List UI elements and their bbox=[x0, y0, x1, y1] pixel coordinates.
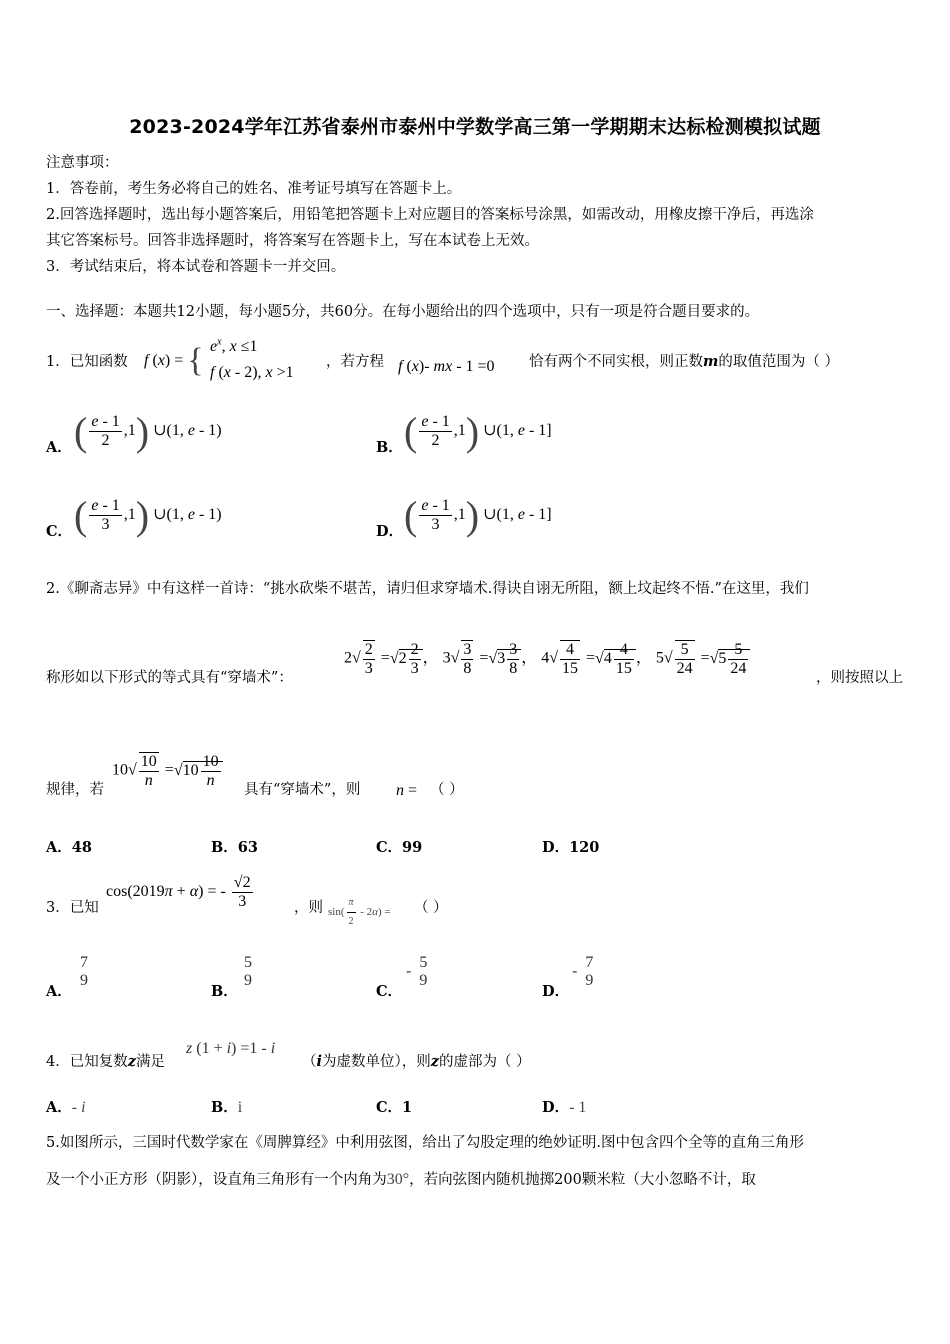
q2-examples: 2√ $\frac{2}{3}$ =√2 $\frac{2}{3}$ ， 3√ $\frac{3}{8}$ =√3 $\frac{3}{8}$ ， 4√ $\frac{4}{15}$ =√4 $\frac{4}{15}$ ， 5√ $\frac{5}{24}$ =√5 $\frac{5}{24}$ bbox=[344, 640, 750, 678]
q4-option-a[interactable]: A．- i bbox=[46, 1099, 86, 1116]
notice-item: 1．答卷前，考生务必将自己的姓名、准考证号填写在答题卡上。 bbox=[46, 181, 462, 197]
q2-line3-prefix: 规律，若 bbox=[46, 782, 104, 798]
q1-mid: ，若方程 bbox=[326, 354, 384, 370]
q3-mid: ，则 bbox=[294, 900, 323, 916]
notice-heading: 注意事项： bbox=[46, 155, 119, 171]
q3-option-d-label[interactable]: D． bbox=[542, 983, 570, 1000]
q4-equation: z (1 + i) =1 - i bbox=[186, 1040, 276, 1057]
q2-line3-suffix: （ ） bbox=[430, 782, 464, 798]
section-heading: 一、选择题：本题共12小题，每小题5分，共60分。在每小题给出的四个选项中，只有一项是符合题目要求的。 bbox=[46, 304, 760, 320]
q2-condition: 10√ $\frac{10}{n}$ =√10 $\frac{10}{n}$ bbox=[112, 752, 223, 790]
question-4 bbox=[46, 1038, 916, 1072]
q5-line2: 及一个小正方形（阴影），设直角三角形有一个内角为30°，若向弦图内随机抛掷200颗米粒（大小忽略不计，取 bbox=[46, 1171, 756, 1188]
q3-expression: sin( $\frac{\pi}{2}$ - 2α) = bbox=[328, 894, 391, 931]
q1-option-c-math: ( $\frac{e - 1}{3}$ ,1) ∪(1, e - 1) bbox=[74, 493, 222, 538]
q1-equation: f (x)- mx - 1 =0 bbox=[398, 358, 495, 375]
q1-option-d-math: ( $\frac{e - 1}{3}$ ,1) ∪(1, e - 1] bbox=[404, 493, 552, 538]
q3-option-c-value: - 5 9 bbox=[406, 954, 428, 989]
q2-option-d[interactable]: D．120 bbox=[542, 839, 600, 856]
q1-option-a-math: ( $\frac{e - 1}{2}$ ,1) ∪(1, e - 1) bbox=[74, 409, 222, 454]
q3-given: cos(2019π + α) = - $\frac{√2}{3}$ bbox=[106, 874, 251, 910]
q2-line3 bbox=[46, 752, 916, 808]
notice-item: 3．考试结束后，将本试卷和答题卡一并交回。 bbox=[46, 259, 346, 275]
question-3 bbox=[46, 870, 916, 926]
q2-option-c[interactable]: C．99 bbox=[376, 839, 423, 856]
q2-line3-mid: 具有“穿墙术”，则 bbox=[244, 782, 361, 798]
q3-option-b-label[interactable]: B． bbox=[211, 983, 238, 1000]
q1-option-b-math: ( $\frac{e - 1}{2}$ ,1) ∪(1, e - 1] bbox=[404, 409, 552, 454]
q1-piecewise: $e^x$, x ≤1 f (x - 2), x >1 bbox=[210, 337, 294, 382]
q3-option-c-label[interactable]: C． bbox=[376, 983, 403, 1000]
q3-prefix: 3．已知 bbox=[46, 900, 99, 916]
q1-suffix: 恰有两个不同实根，则正数m的取值范围为（ ） bbox=[529, 353, 839, 370]
q2-n-equals: n = bbox=[396, 782, 418, 799]
q3-option-a-value: 7 9 bbox=[80, 954, 88, 989]
q2-options bbox=[46, 836, 906, 858]
q2-option-a[interactable]: A．48 bbox=[46, 839, 92, 856]
q1-prefix: 1．已知函数 bbox=[46, 354, 128, 370]
q4-option-d[interactable]: D．- 1 bbox=[542, 1099, 587, 1116]
q4-option-b[interactable]: B．i bbox=[211, 1099, 243, 1116]
q2-line1: 2.《聊斋志异》中有这样一首诗：“挑水砍柴不堪苦，请归但求穿墙术.得诀自诩无所阻，额上坟起终不悟.”在这里，我们 bbox=[46, 581, 809, 597]
q3-options bbox=[46, 952, 906, 1004]
notice-item: 其它答案标号。回答非选择题时，将答案写在答题卡上，写在本试卷上无效。 bbox=[46, 233, 539, 249]
notice-item: 2.回答选择题时，选出每小题答案后，用铅笔把答题卡上对应题目的答案标号涂黑，如需改动，用橡皮擦干净后，再选涂 bbox=[46, 207, 814, 223]
q3-option-a-label[interactable]: A． bbox=[46, 983, 72, 1000]
q4-prefix: 4．已知复数z满足 bbox=[46, 1053, 165, 1070]
q3-option-b-value: 5 9 bbox=[244, 954, 252, 989]
q1-function-def: f (x) = { bbox=[144, 342, 204, 379]
q5-line1: 5.如图所示，三国时代数学家在《周脾算经》中利用弦图，给出了勾股定理的绝妙证明.图中包含四个全等的直角三角形 bbox=[46, 1135, 804, 1151]
q4-options bbox=[46, 1096, 906, 1118]
q3-option-d-value: - 7 9 bbox=[572, 954, 594, 989]
q4-note: （i为虚数单位），则z的虚部为（ ） bbox=[302, 1053, 531, 1070]
q2-line2 bbox=[46, 640, 916, 700]
q2-line2-suffix: ，则按照以上 bbox=[816, 670, 903, 686]
q4-option-c[interactable]: C．1 bbox=[376, 1099, 413, 1116]
notice-section bbox=[46, 150, 908, 280]
q2-option-b[interactable]: B．63 bbox=[211, 839, 258, 856]
q2-line2-prefix: 称形如以下形式的等式具有“穿墙术”： bbox=[46, 670, 293, 686]
page-title: 2023-2024学年江苏省泰州市泰州中学数学高三第一学期期末达标检测模拟试题 bbox=[129, 116, 821, 138]
q3-suffix: （ ） bbox=[414, 900, 448, 916]
